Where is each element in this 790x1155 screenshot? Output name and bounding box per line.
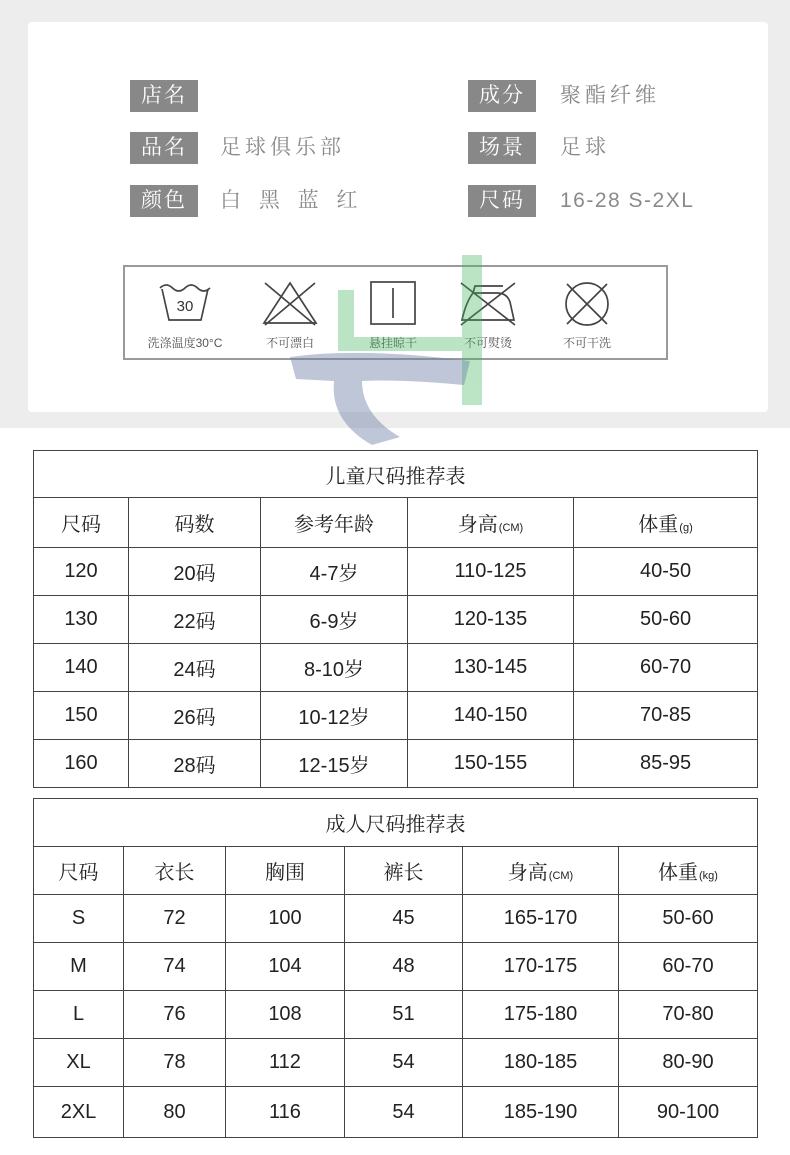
table-cell: 54 <box>345 1039 463 1087</box>
table-cell: 60-70 <box>619 943 758 991</box>
adult-header-weight-text: 体重 <box>658 862 699 884</box>
table-cell: 130 <box>34 596 129 644</box>
adult-header-height <box>463 847 619 895</box>
table-cell: 48 <box>345 943 463 991</box>
no-iron-icon <box>457 280 519 326</box>
adult-header-chest: 胸围 <box>226 847 345 895</box>
table-cell: 170-175 <box>463 943 619 991</box>
table-cell: S <box>34 895 124 943</box>
hang-dry-icon <box>369 280 417 326</box>
care-label-no-dry-clean: 不可干洗 <box>562 336 611 350</box>
table-cell: 72 <box>124 895 226 943</box>
care-item-wash <box>135 267 235 358</box>
care-item-hang-dry <box>343 267 443 358</box>
table-row <box>34 692 758 740</box>
table-cell: 140 <box>34 644 129 692</box>
table-cell: 76 <box>124 991 226 1039</box>
adult-header-weight-unit: (kg) <box>699 870 718 882</box>
scene-label: 场景 <box>468 132 536 164</box>
table-cell: 150-155 <box>408 740 574 788</box>
kids-header-size: 尺码 <box>34 498 129 548</box>
kids-header-age: 参考年龄 <box>261 498 408 548</box>
table-cell: 40-50 <box>574 548 758 596</box>
table-cell: 50-60 <box>574 596 758 644</box>
kids-header-height <box>408 498 574 548</box>
kids-header-weight-text: 体重 <box>638 514 679 536</box>
table-cell: 10-12岁 <box>261 692 408 740</box>
table-cell: 140-150 <box>408 692 574 740</box>
table-cell: 12-15岁 <box>261 740 408 788</box>
table-row <box>34 1087 758 1138</box>
kids-size-table <box>33 450 758 788</box>
table-cell: 130-145 <box>408 644 574 692</box>
table-cell: 51 <box>345 991 463 1039</box>
adult-size-table <box>33 798 758 1138</box>
color-label: 颜色 <box>130 185 198 217</box>
table-cell: 150 <box>34 692 129 740</box>
table-cell: 45 <box>345 895 463 943</box>
kids-header-weight-unit: (g) <box>679 522 693 534</box>
table-cell: 90-100 <box>619 1087 758 1138</box>
adult-header-length: 衣长 <box>124 847 226 895</box>
table-row <box>34 596 758 644</box>
table-cell: 100 <box>226 895 345 943</box>
adult-header-height-text: 身高 <box>507 862 548 884</box>
table-cell: 104 <box>226 943 345 991</box>
size-label: 尺码 <box>468 185 536 217</box>
color-value: 白 黑 蓝 红 <box>220 189 364 212</box>
adult-header-row <box>34 847 758 895</box>
adult-table-title: 成人尺码推荐表 <box>34 799 758 847</box>
table-cell: 6-9岁 <box>261 596 408 644</box>
table-cell: 2XL <box>34 1087 124 1138</box>
table-cell: 20码 <box>129 548 261 596</box>
wash-30-degrees-icon <box>159 280 211 324</box>
table-cell: 180-185 <box>463 1039 619 1087</box>
table-cell: 8-10岁 <box>261 644 408 692</box>
table-cell: 108 <box>226 991 345 1039</box>
product-name-value: 足球俱乐部 <box>220 136 345 159</box>
table-cell: M <box>34 943 124 991</box>
table-row <box>34 991 758 1039</box>
kids-table-title: 儿童尺码推荐表 <box>34 451 758 498</box>
table-cell: 24码 <box>129 644 261 692</box>
table-row <box>34 740 758 788</box>
size-value: 16-28 S-2XL <box>560 189 695 212</box>
table-row <box>34 943 758 991</box>
table-cell: 165-170 <box>463 895 619 943</box>
table-cell: 80-90 <box>619 1039 758 1087</box>
table-cell: 80 <box>124 1087 226 1138</box>
no-bleach-icon <box>261 280 319 326</box>
table-cell: 4-7岁 <box>261 548 408 596</box>
table-cell: 54 <box>345 1087 463 1138</box>
table-cell: 110-125 <box>408 548 574 596</box>
table-cell: XL <box>34 1039 124 1087</box>
kids-header-row <box>34 498 758 548</box>
table-cell: 74 <box>124 943 226 991</box>
table-cell: 175-180 <box>463 991 619 1039</box>
table-cell: 26码 <box>129 692 261 740</box>
table-row <box>34 644 758 692</box>
table-cell: 50-60 <box>619 895 758 943</box>
material-value: 聚酯纤维 <box>560 84 660 107</box>
kids-header-height-unit: (CM) <box>498 522 524 534</box>
care-label-wash: 洗涤温度30°C <box>147 336 223 350</box>
scene-value: 足球 <box>560 136 610 159</box>
no-dry-clean-icon <box>560 280 614 328</box>
product-name-label: 品名 <box>130 132 198 164</box>
table-cell: 28码 <box>129 740 261 788</box>
kids-header-height-text: 身高 <box>457 514 498 536</box>
kids-header-weight <box>574 498 758 548</box>
table-row <box>34 895 758 943</box>
care-item-no-dry-clean <box>537 267 637 358</box>
table-cell: 22码 <box>129 596 261 644</box>
table-cell: 112 <box>226 1039 345 1087</box>
kids-header-code: 码数 <box>129 498 261 548</box>
table-cell: 70-80 <box>619 991 758 1039</box>
care-label-hang-dry: 悬挂晾干 <box>368 336 417 350</box>
care-item-no-iron <box>438 267 538 358</box>
table-cell: 78 <box>124 1039 226 1087</box>
wash-temperature-number: 30 <box>176 298 194 315</box>
table-cell: 85-95 <box>574 740 758 788</box>
table-row <box>34 548 758 596</box>
care-label-no-iron: 不可熨烫 <box>463 336 512 350</box>
care-label-no-bleach: 不可漂白 <box>265 336 314 350</box>
adult-header-weight <box>619 847 758 895</box>
table-row <box>34 1039 758 1087</box>
table-cell: 160 <box>34 740 129 788</box>
adult-header-pants-length: 裤长 <box>345 847 463 895</box>
table-cell: 70-85 <box>574 692 758 740</box>
shop-name-label: 店名 <box>130 80 198 112</box>
table-cell: 120 <box>34 548 129 596</box>
material-label: 成分 <box>468 80 536 112</box>
table-cell: L <box>34 991 124 1039</box>
adult-header-size: 尺码 <box>34 847 124 895</box>
table-cell: 120-135 <box>408 596 574 644</box>
care-instructions-panel <box>123 265 668 360</box>
table-cell: 185-190 <box>463 1087 619 1138</box>
table-cell: 60-70 <box>574 644 758 692</box>
adult-header-height-unit: (CM) <box>548 870 574 882</box>
table-cell: 116 <box>226 1087 345 1138</box>
care-item-no-bleach <box>240 267 340 358</box>
